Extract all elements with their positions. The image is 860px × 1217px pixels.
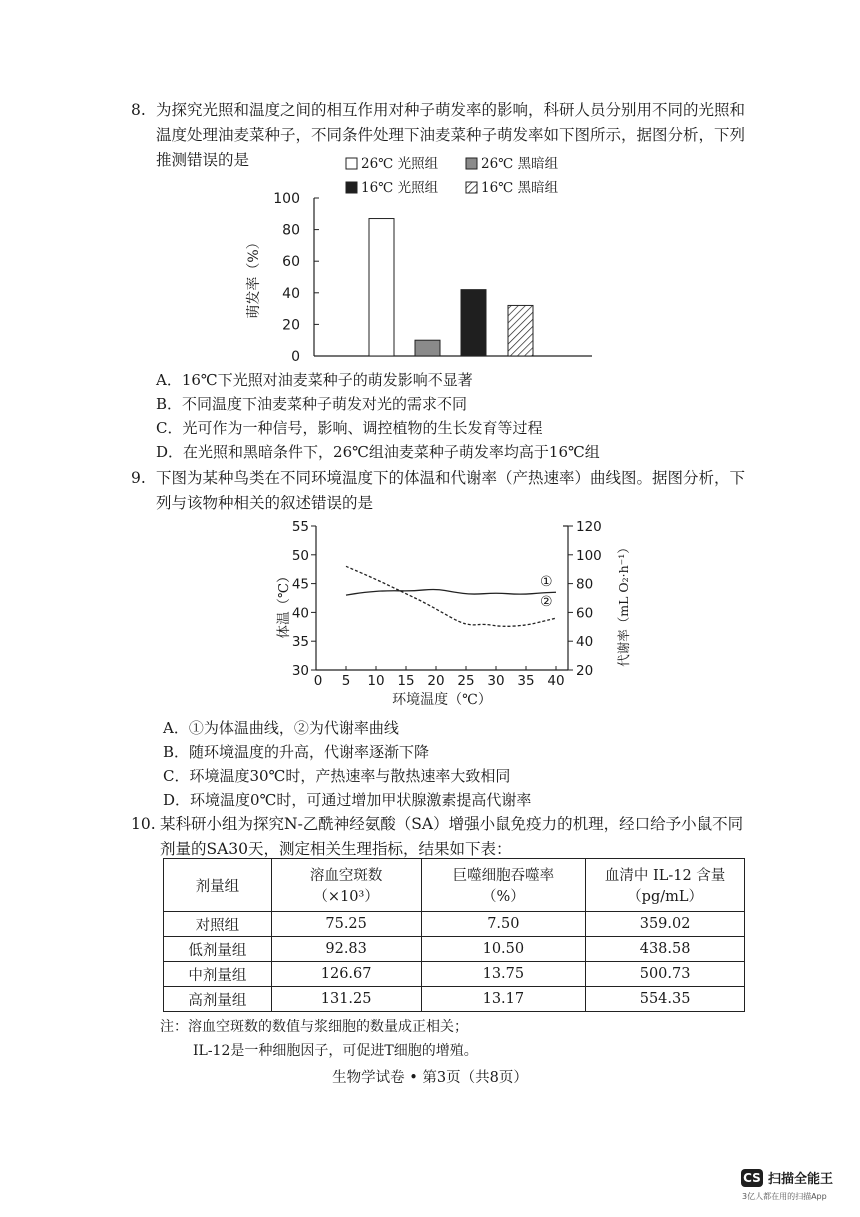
table-cell: 92.83 [271,937,421,962]
y-tick-label: 0 [291,349,300,365]
x-tick-label: 25 [457,673,475,689]
y-axis-label: 萌发率（%） [246,235,262,319]
q8-stem-line3 [156,148,249,173]
q8-option-a: A．16℃下光照对油麦菜种子的萌发影响不显著 [156,371,473,389]
q8-stem-line1: 为探究光照和温度之间的相互作用对种子萌发率的影响，科研人员分别用不同的光照和 [156,101,746,119]
q8-option-d: D．在光照和黑暗条件下，26℃组油麦菜种子萌发率均高于16℃组 [156,443,600,461]
x-tick-label: 15 [397,673,415,689]
x-tick-label: 40 [547,673,565,689]
watermark-tagline: 3亿人都在用的扫描App [742,1192,827,1201]
legend-swatch [346,182,357,193]
y-tick-label: 60 [282,254,300,271]
q9-option-b: B．随环境温度的升高，代谢率逐渐下降 [163,743,430,761]
x-tick-label: 5 [341,673,351,689]
table-cell: 554.35 [586,987,745,1012]
table-header-cell: 溶血空斑数 （×10³） [271,859,421,912]
q9-stem-text: 的是 [342,494,374,512]
table-row [164,912,745,937]
table-row [164,987,745,1012]
y-tick-label: 40 [282,285,300,302]
q8-number: 8. [131,101,146,119]
bar-3 [461,290,486,356]
table-cell: 13.17 [421,987,586,1012]
q10-number: 10. [131,815,156,833]
q8-option-b: B．不同温度下油麦菜种子萌发对光的需求不同 [156,395,468,413]
emphasis-char: 错 [311,494,327,512]
table-cell: 500.73 [586,962,745,987]
q9-stem-line2 [156,491,373,516]
q10-stem-line1: 某科研小组为探究N-乙酰神经氨酸（SA）增强小鼠免疫力的机理，经口给予小鼠不同 [160,815,744,833]
table-cell: 126.67 [271,962,421,987]
q8-option-c: C．光可作为一种信号，影响、调控植物的生长发育等过程 [156,419,543,437]
y-tick-label: 80 [282,222,300,239]
page-footer: 生物学试卷 • 第3页（共8页） [332,1070,528,1086]
bar-2 [415,340,440,356]
q9-option-c: C．环境温度30℃时，产热速率与散热速率大致相同 [163,767,511,785]
table-header-row [164,859,745,912]
table-cell: 高剂量组 [164,987,272,1012]
x-tick-label: 30 [487,673,505,689]
bar-1 [369,219,394,356]
table-header-cell: 剂量组 [164,859,272,912]
q9-number: 9. [131,469,146,487]
series-line-2 [346,566,556,626]
table-cell: 131.25 [271,987,421,1012]
right-y-tick-label: 60 [576,605,594,622]
right-y-tick-label: 20 [576,663,594,679]
table-cell: 75.25 [271,912,421,937]
table-row [164,937,745,962]
table-cell: 低剂量组 [164,937,272,962]
bar-4 [508,305,533,356]
cs-logo-icon: CS [741,1169,763,1187]
q8-stem-text: 推测 [156,151,188,169]
table-row [164,962,745,987]
q9-stem-line1: 下图为某种鸟类在不同环境温度下的体温和代谢率（产热速率）曲线图。据图分析，下 [156,469,746,487]
legend-swatch [346,158,357,169]
table-cell: 中剂量组 [164,962,272,987]
right-y-tick-label: 80 [576,576,594,593]
q9-stem-text: 列与该物种相关的叙述 [156,494,312,512]
y-tick-label: 20 [282,317,300,334]
left-y-tick-label: 50 [291,547,309,564]
series-label-1: ① [540,574,553,591]
q8-stem-text: 的是 [218,151,250,169]
right-y-axis-label: 代谢率（mL O₂·h⁻¹） [616,541,631,667]
scanner-watermark [741,1168,833,1187]
table-cell: 对照组 [164,912,272,937]
table-cell: 438.58 [586,937,745,962]
table-note-2: IL-12是一种细胞因子，可促进T细胞的增殖。 [193,1043,478,1059]
left-y-tick-label: 45 [291,576,309,593]
left-y-axis-label: 体温（℃） [276,569,292,639]
q9-option-d: D．环境温度0℃时，可通过增加甲状腺激素提高代谢率 [163,791,532,809]
table-header-cell: 巨噬细胞吞噬率 （%） [421,859,586,912]
legend-swatch [466,158,477,169]
table-cell: 13.75 [421,962,586,987]
table-header-cell: 血清中 IL-12 含量 （pg/mL） [586,859,745,912]
right-y-tick-label: 120 [576,519,602,535]
x-tick-label: 10 [367,673,385,689]
watermark-brand: 扫描全能王 [768,1172,834,1187]
left-y-tick-label: 40 [291,605,309,622]
emphasis-char: 误 [326,494,343,512]
x-tick-label: 20 [427,673,445,689]
legend-label: 26℃ 光照组 [361,156,439,172]
x-tick-label: 35 [517,673,535,689]
legend-label: 26℃ 黑暗组 [481,156,559,172]
series-line-1 [346,589,556,595]
q9-option-a: A．①为体温曲线，②为代谢率曲线 [163,719,399,737]
legend-swatch [466,182,477,193]
table-cell: 10.50 [421,937,586,962]
results-table [163,858,745,1012]
table-cell: 359.02 [586,912,745,937]
table-note-1: 注：溶血空斑数的数值与浆细胞的数量成正相关； [160,1019,468,1035]
legend-label: 16℃ 光照组 [361,180,439,196]
q8-stem-line2: 温度处理油麦菜种子，不同条件处理下油麦菜种子萌发率如下图所示，据图分析，下列 [156,126,746,144]
q10-stem-line2: 剂量的SA30天，测定相关生理指标，结果如下表： [160,840,512,858]
emphasis-char: 错 [187,151,203,169]
emphasis-char: 误 [202,151,219,169]
left-y-tick-label: 55 [291,519,309,535]
left-y-tick-label: 30 [291,663,309,679]
right-y-tick-label: 40 [576,634,594,651]
temperature-metabolism-line-chart [270,516,640,716]
right-y-tick-label: 100 [576,547,602,564]
series-label-2: ② [540,594,553,611]
left-y-tick-label: 35 [291,634,309,651]
x-tick-label: 0 [313,673,323,689]
germination-bar-chart [240,152,610,372]
legend-label: 16℃ 黑暗组 [481,180,559,196]
table-cell: 7.50 [421,912,586,937]
x-axis-label: 环境温度（℃） [392,692,492,708]
y-tick-label: 100 [273,191,300,207]
